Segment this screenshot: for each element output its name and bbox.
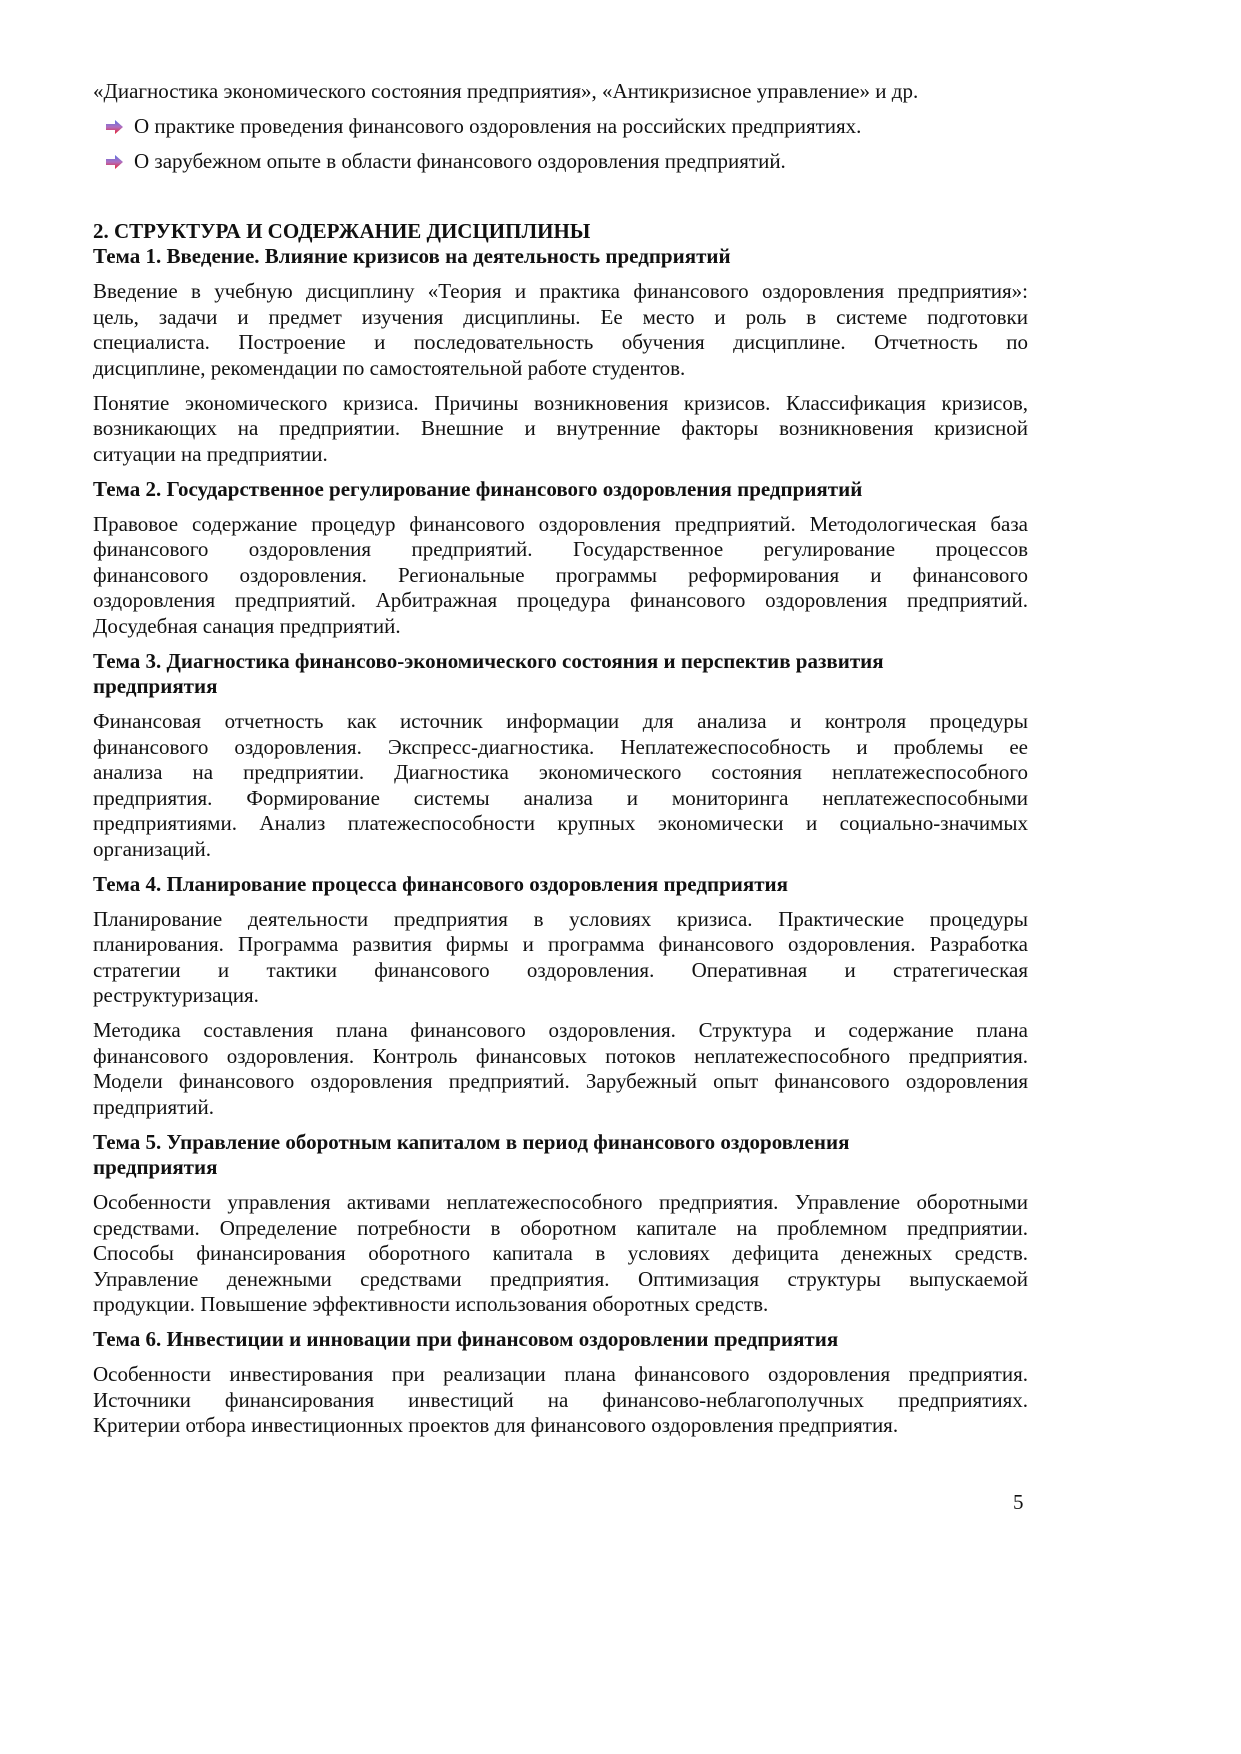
paragraph-line: финансового оздоровления. Контроль финансовых потоков неплатежеспособного предприятия. <box>93 1043 1028 1068</box>
topic-paragraph <box>93 279 1028 381</box>
topic-heading-line: Тема 3. Диагностика финансово-экономического состояния и перспектив развития <box>93 648 884 673</box>
topic-paragraph <box>93 907 1028 1009</box>
paragraph-line: Управление денежными средствами предприятия. Оптимизация структуры выпускаемой <box>93 1266 1028 1291</box>
arrow-right-icon <box>106 120 123 134</box>
paragraph-line: стратегии и тактики финансового оздоровления. Оперативная и стратегическая <box>93 957 1028 982</box>
topics-list <box>93 244 1028 1439</box>
paragraph-line: цель, задачи и предмет изучения дисциплины. Ее место и роль в системе подготовки <box>93 304 1028 329</box>
paragraph-line: дисциплине, рекомендации по самостоятельной работе студентов. <box>93 355 686 380</box>
paragraph-line: ситуации на предприятии. <box>93 441 328 466</box>
bullet-item <box>93 114 1028 140</box>
topic-heading <box>93 1130 1028 1181</box>
bullet-text: О практике проведения финансового оздоровления на российских предприятиях. <box>134 114 862 138</box>
paragraph-line: организаций. <box>93 836 211 861</box>
bullet-text: О зарубежном опыте в области финансового оздоровления предприятий. <box>134 149 786 173</box>
topic-heading <box>93 1327 1028 1353</box>
paragraph-line: Правовое содержание процедур финансового оздоровления предприятий. Методологическая база <box>93 511 1028 536</box>
paragraph-line: Понятие экономического кризиса. Причины возникновения кризисов. Классификация кризисов, <box>93 390 1028 415</box>
paragraph-line: Планирование деятельности предприятия в условиях кризиса. Практические процедуры <box>93 906 1028 931</box>
topic-paragraph <box>93 709 1028 862</box>
topic-heading-line: предприятия <box>93 674 218 698</box>
paragraph-line: Досудебная санация предприятий. <box>93 613 401 638</box>
paragraph-line: Особенности инвестирования при реализации плана финансового оздоровления предприятия. <box>93 1362 1028 1386</box>
paragraph-line: финансового оздоровления предприятий. Государственное регулирование процессов <box>93 537 1028 561</box>
topic-heading-line: Тема 4. Планирование процесса финансового оздоровления предприятия <box>93 871 788 896</box>
paragraph-line: специалиста. Построение и последовательность обучения дисциплине. Отчетность по <box>93 330 1028 354</box>
section-title: 2. СТРУКТУРА И СОДЕРЖАНИЕ ДИСЦИПЛИНЫ <box>93 218 591 243</box>
paragraph-line: предприятия. Формирование системы анализа и мониторинга неплатежеспособными <box>93 785 1028 810</box>
topic-paragraph <box>93 1362 1028 1439</box>
paragraph-line: Особенности управления активами неплатежеспособного предприятия. Управление оборотными <box>93 1190 1028 1214</box>
topic-heading-line: Тема 2. Государственное регулирование финансового оздоровления предприятий <box>93 476 863 501</box>
paragraph-line: Введение в учебную дисциплину «Теория и практика финансового оздоровления предприятия»: <box>93 279 1028 303</box>
paragraph-line: Способы финансирования оборотного капитала в условиях дефицита денежных средств. <box>93 1241 1028 1265</box>
paragraph-line: Источники финансирования инвестиций на финансово-неблагополучных предприятиях. <box>93 1387 1028 1412</box>
paragraph-line: Модели финансового оздоровления предприятий. Зарубежный опыт финансового оздоровления <box>93 1069 1028 1093</box>
topic-paragraph <box>93 1018 1028 1120</box>
topic-heading-line: Тема 6. Инвестиции и инновации при финансовом оздоровлении предприятия <box>93 1327 839 1351</box>
paragraph-line: Финансовая отчетность как источник информации для анализа и контроля процедуры <box>93 709 1028 733</box>
paragraph-line: реструктуризация. <box>93 983 259 1007</box>
paragraph-line: возникающих на предприятии. Внешние и внутренние факторы возникновения кризисной <box>93 416 1028 440</box>
topic-paragraph <box>93 512 1028 640</box>
bullet-item <box>93 149 1028 175</box>
page-number: 5 <box>1013 1490 1024 1514</box>
topic-heading <box>93 649 1028 700</box>
paragraph-line: планирования. Программа развития фирмы и программа финансового оздоровления. Разработка <box>93 932 1028 956</box>
topic-heading-line: предприятия <box>93 1155 218 1179</box>
topic-heading <box>93 244 1028 270</box>
paragraph-line: финансового оздоровления. Экспресс-диагностика. Неплатежеспособность и проблемы ее <box>93 734 1028 759</box>
document-body <box>93 79 1028 1439</box>
paragraph-line: оздоровления предприятий. Арбитражная процедура финансового оздоровления предприятий. <box>93 588 1028 612</box>
topic-heading-line: Тема 5. Управление оборотным капиталом в период финансового оздоровления <box>93 1129 850 1154</box>
topic-paragraph <box>93 391 1028 468</box>
paragraph-line: предприятий. <box>93 1094 215 1119</box>
topic-heading-line: Тема 1. Введение. Влияние кризисов на деятельность предприятий <box>93 244 731 268</box>
topic-heading <box>93 477 1028 503</box>
paragraph-line: финансового оздоровления. Региональные программы реформирования и финансового <box>93 562 1028 587</box>
arrow-right-icon <box>106 155 123 169</box>
paragraph-line: Методика составления плана финансового оздоровления. Структура и содержание плана <box>93 1018 1028 1042</box>
paragraph-line: продукции. Повышение эффективности использования оборотных средств. <box>93 1292 769 1316</box>
paragraph-line: средствами. Определение потребности в оборотном капитале на проблемном предприятии. <box>93 1215 1028 1240</box>
paragraph-line: предприятиями. Анализ платежеспособности крупных экономически и социально-значимых <box>93 811 1028 835</box>
topic-heading <box>93 872 1028 898</box>
paragraph-line: Критерии отбора инвестиционных проектов для финансового оздоровления предприятия. <box>93 1413 899 1437</box>
paragraph-line: анализа на предприятии. Диагностика экономического состояния неплатежеспособного <box>93 760 1028 784</box>
intro-line: «Диагностика экономического состояния предприятия», «Антикризисное управление» и др. <box>93 79 919 103</box>
topic-paragraph <box>93 1190 1028 1318</box>
